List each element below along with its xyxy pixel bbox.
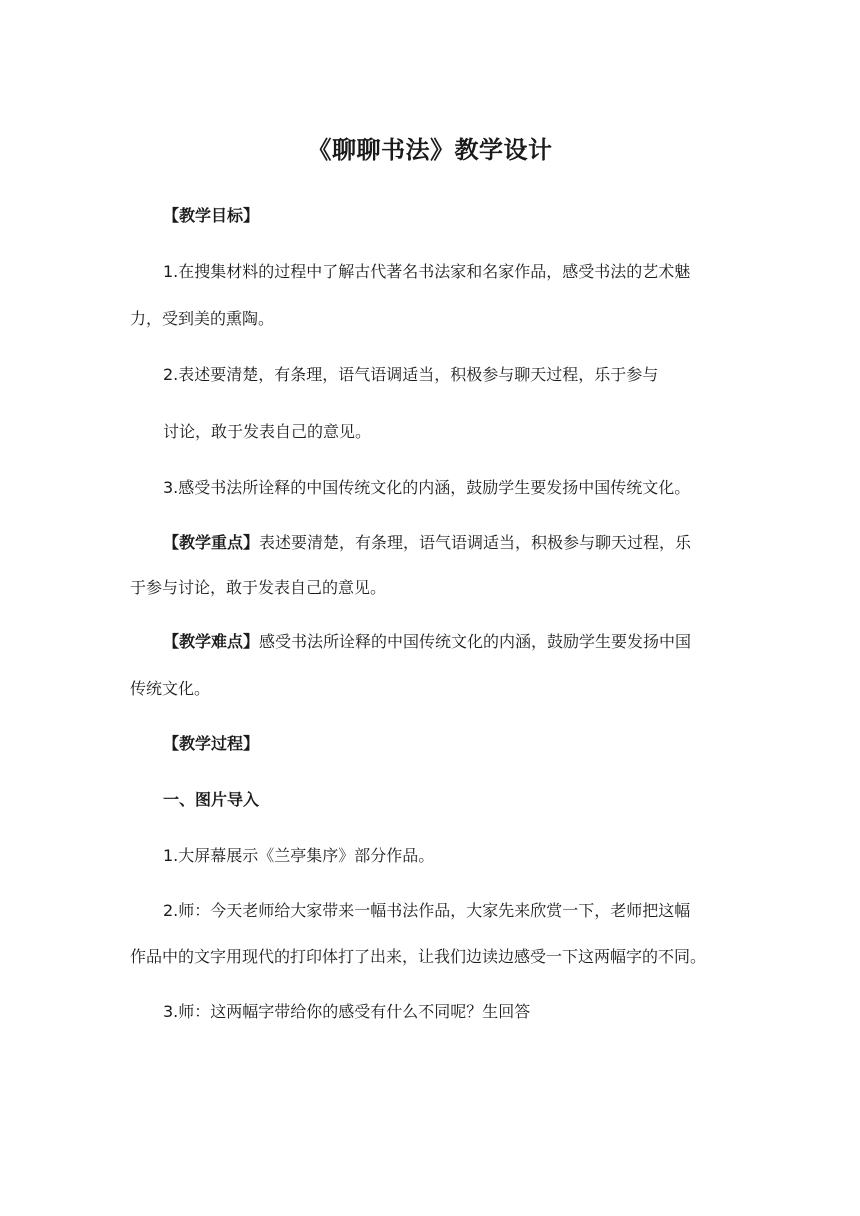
key-point-line-1 <box>163 530 773 556</box>
objective-3: 3.感受书法所诠释的中国传统文化的内涵，鼓励学生要发扬中国传统文化。 <box>163 478 691 497</box>
step-3: 3.师：这两幅字带给你的感受有什么不同呢？生回答 <box>163 1002 531 1021</box>
objectives-heading: 【教学目标】 <box>163 206 260 225</box>
difficulty-label: 【教学难点】 <box>163 632 260 651</box>
process-heading: 【教学过程】 <box>163 734 260 753</box>
document-title: 《聊聊书法》教学设计 <box>307 136 553 164</box>
key-point-label: 【教学重点】 <box>163 533 260 552</box>
step-1: 1.大屏幕展示《兰亭集序》部分作品。 <box>163 846 435 865</box>
objective-1-line-2: 力，受到美的熏陶。 <box>130 309 275 328</box>
objective-1-line-1: 1.在搜集材料的过程中了解古代著名书法家和名家作品，感受书法的艺术魅 <box>163 262 691 281</box>
difficulty-line-1 <box>163 629 773 655</box>
difficulty-text: 感受书法所诠释的中国传统文化的内涵，鼓励学生要发扬中国 <box>259 632 692 651</box>
key-point-text: 表述要清楚，有条理，语气语调适当，积极参与聊天过程，乐 <box>259 533 692 552</box>
step-2-line-2: 作品中的文字用现代的打印体打了出来，让我们边读边感受一下这两幅字的不同。 <box>130 947 707 966</box>
section-1-heading: 一、图片导入 <box>163 790 260 809</box>
difficulty-line-2: 传统文化。 <box>130 679 211 698</box>
key-point-line-2: 于参与讨论，敢于发表自己的意见。 <box>130 578 387 597</box>
objective-2-line-1: 2.表述要清楚，有条理，语气语调适当，积极参与聊天过程，乐于参与 <box>163 365 659 384</box>
step-2-line-1: 2.师：今天老师给大家带来一幅书法作品，大家先来欣赏一下，老师把这幅 <box>163 901 691 920</box>
objective-2-line-2: 讨论，敢于发表自己的意见。 <box>163 422 372 441</box>
